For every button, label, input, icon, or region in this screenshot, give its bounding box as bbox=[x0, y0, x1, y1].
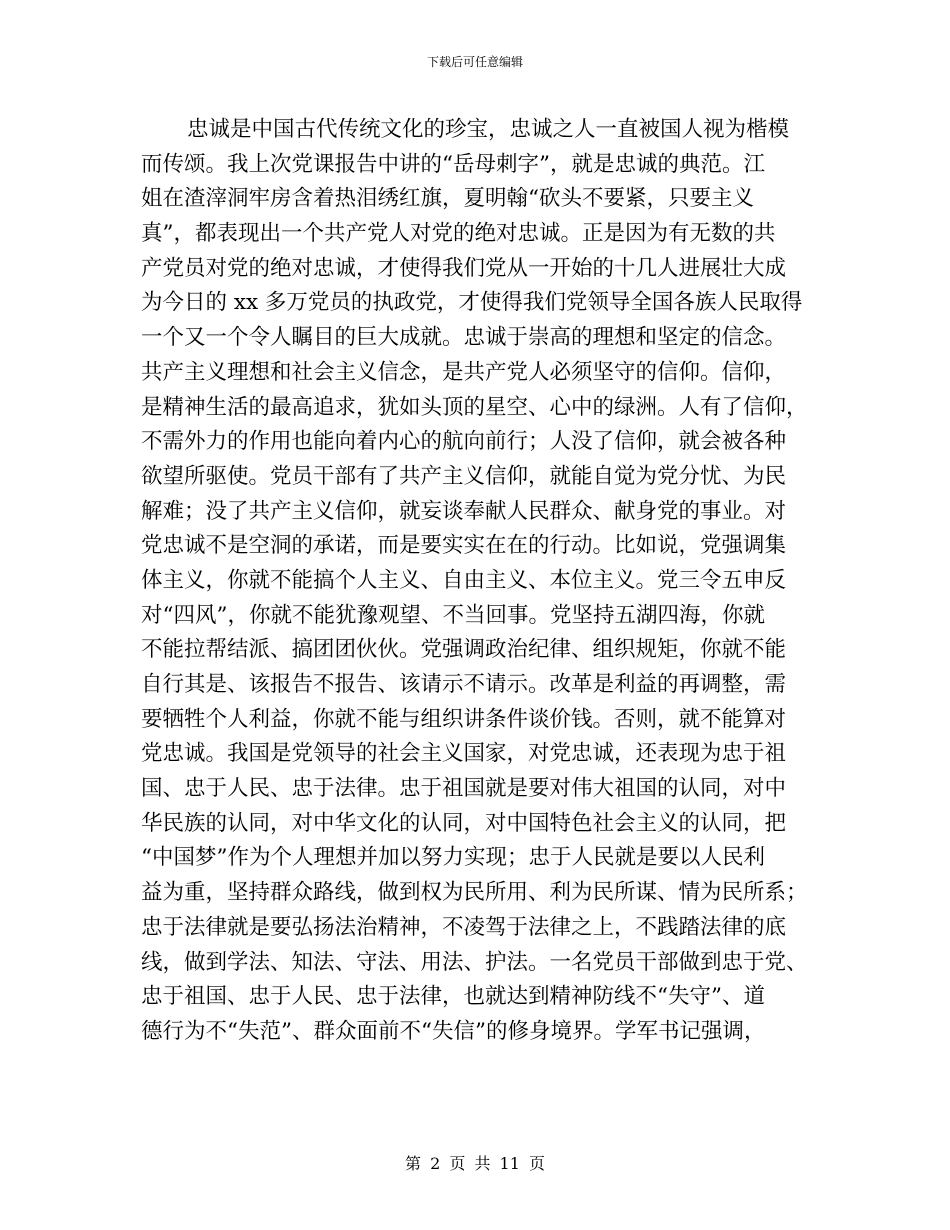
text-line: 体主义，你就不能搞个人主义、自由主义、本位主义。党三令五申反 bbox=[141, 567, 787, 593]
text-line: 国、忠于人民、忠于法律。忠于祖国就是要对伟大祖国的认同，对中 bbox=[141, 776, 787, 802]
text-line: 共产主义理想和社会主义信念，是共产党人必须坚守的信仰。信仰， bbox=[141, 359, 787, 385]
text-line: “中国梦”作为个人理想并加以努力实现；忠于人民就是要以人民利 bbox=[141, 845, 765, 871]
document-body bbox=[141, 113, 809, 1050]
text-line: 产党员对党的绝对忠诚，才使得我们党从一开始的十几人进展壮大成 bbox=[141, 255, 787, 281]
text-line: 解难；没了共产主义信仰，就妄谈奉献人民群众、献身党的事业。对 bbox=[141, 498, 787, 524]
text-line: 线，做到学法、知法、守法、用法、护法。一名党员干部做到忠于党、 bbox=[141, 949, 808, 975]
page-header: 下载后可任意编辑 bbox=[426, 55, 523, 69]
text-line: 不需外力的作用也能向着内心的航向前行；人没了信仰，就会被各种 bbox=[141, 429, 787, 455]
text-line: 党忠诚不是空洞的承诺，而是要实实在在的行动。比如说，党强调集 bbox=[141, 533, 787, 559]
text-line: 为今日的 xx 多万党员的执政党，才使得我们党领导全国各族人民取得 bbox=[141, 290, 803, 316]
text-line: 党忠诚。我国是党领导的社会主义国家，对党忠诚，还表现为忠于祖 bbox=[141, 741, 787, 767]
text-line: 真”，都表现出一个共产党人对党的绝对忠诚。正是因为有无数的共 bbox=[141, 221, 776, 247]
text-line: 益为重，坚持群众路线，做到权为民所用、利为民所谋、情为民所系； bbox=[141, 880, 808, 906]
text-line: 忠于祖国、忠于人民、忠于法律，也就达到精神防线不“失守”、道 bbox=[141, 984, 765, 1010]
text-line: 忠诚是中国古代传统文化的珍宝，忠诚之人一直被国人视为楷模 bbox=[187, 117, 790, 142]
text-line: 华民族的认同，对中华文化的认同，对中国特色社会主义的认同，把 bbox=[141, 810, 787, 836]
text-line: 是精神生活的最高追求，犹如头顶的星空、心中的绿洲。人有了信仰， bbox=[141, 394, 808, 420]
text-line: 一个又一个令人瞩目的巨大成就。忠诚于崇高的理想和坚定的信念。 bbox=[141, 325, 787, 351]
page-footer: 第 2 页 共 11 页 bbox=[405, 1154, 545, 1173]
text-line: 而传颂。我上次党课报告中讲的“岳母刺字”，就是忠诚的典范。江 bbox=[141, 151, 765, 177]
text-line: 自行其是、该报告不报告、该请示不请示。改革是利益的再调整，需 bbox=[141, 672, 787, 697]
text-line: 要牺牲个人利益，你就不能与组织讲条件谈价钱。否则，就不能算对 bbox=[141, 706, 787, 732]
text-line: 对“四风”，你就不能犹豫观望、不当回事。党坚持五湖四海，你就 bbox=[141, 602, 765, 628]
text-line: 姐在渣滓洞牢房含着热泪绣红旗，夏明翰“砍头不要紧，只要主义 bbox=[141, 186, 754, 212]
text-line: 德行为不“失范”、群众面前不“失信”的修身境界。学军书记强调， bbox=[141, 1018, 766, 1044]
text-line: 不能拉帮结派、搞团团伙伙。党强调政治纪律、组织规矩，你就不能 bbox=[141, 637, 787, 663]
text-line: 欲望所驱使。党员干部有了共产主义信仰，就能自觉为党分忧、为民 bbox=[141, 463, 787, 489]
text-line: 忠于法律就是要弘扬法治精神，不凌驾于法律之上，不践踏法律的底 bbox=[141, 914, 787, 940]
